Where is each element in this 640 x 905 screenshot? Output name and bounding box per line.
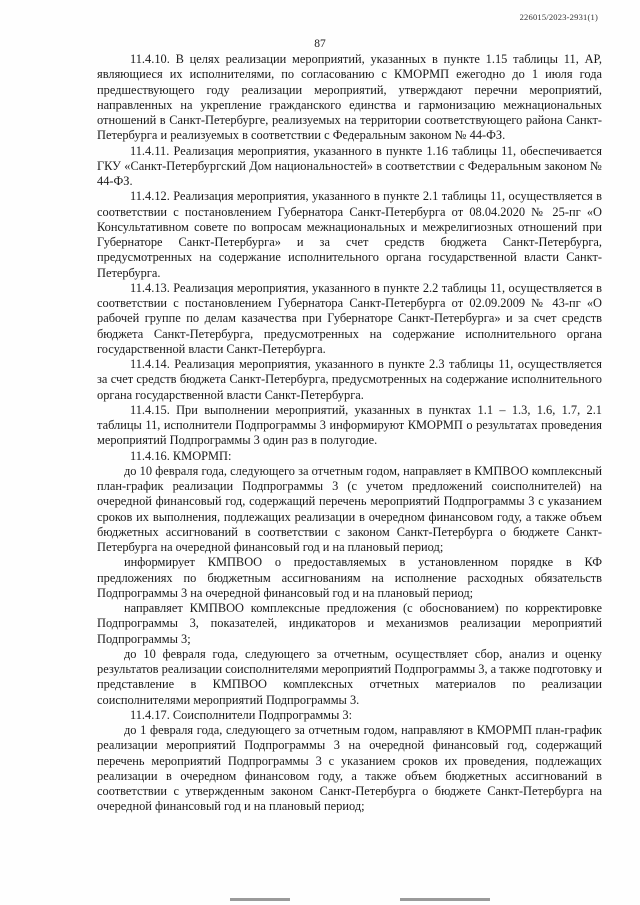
list-item: направляет КМПВОО комплексные предложения (с обоснованием) по корректировке Подпрограммы 3, показателей, индикаторов и механизмов реализации мероприятий Подпрограммы 3; xyxy=(97,601,602,646)
paragraph-11-4-10: 11.4.10. В целях реализации мероприятий, указанных в пункте 1.15 таблицы 11, АР, являющиеся их исполнителями, по согласованию с КМОРМП ежегодно до 1 июля года предшествующего году реализации мероприятий, утверждают перечни мероприятий, направленных на укрепление гражданского единства и гармонизацию межнациональных отношений в Санкт-Петербурге, реализуемых на территории соответствующего района Санкт-Петербурга и реализуемых в соответствии с Федеральным законом № 44-ФЗ. xyxy=(97,52,602,143)
paragraph-11-4-17-heading: 11.4.17. Соисполнители Подпрограммы 3: xyxy=(130,707,353,722)
list-item: информирует КМПВОО о предоставляемых в установленном порядке в КФ предложениях по бюджетным ассигнованиям на исполнение расходных обязательств Подпрограммы 3 на очередной финансовый год и на плановый период; xyxy=(97,555,602,600)
paragraph-11-4-16-heading: 11.4.16. КМОРМП: xyxy=(130,448,232,463)
document-body xyxy=(97,52,602,815)
paragraph-11-4-11: 11.4.11. Реализация мероприятия, указанного в пункте 1.16 таблицы 11, обеспечивается ГКУ «Санкт-Петербургский Дом национальностей» в соответствии с Федеральным законом № 44-ФЗ. xyxy=(97,143,602,188)
paragraph-11-4-12: 11.4.12. Реализация мероприятия, указанного в пункте 2.1 таблицы 11, осуществляется в соответствии с постановлением Губернатора Санкт-Петербурга от 08.04.2020 № 25-пг «О Консультативном совете по вопросам межнациональных и межрелигиозных отношений при Губернаторе Санкт-Петербурга» и за счет средств бюджета Санкт-Петербурга, предусмотренных на содержание исполнительного органа государственной власти Санкт-Петербурга. xyxy=(97,189,602,280)
page-number: 87 xyxy=(314,38,326,50)
list-item: до 10 февраля года, следующего за отчетным, осуществляет сбор, анализ и оценку результатов реализации соисполнителями мероприятий Подпрограммы 3, а также подготовку и представление в КМПВОО комплексных отчетных материалов по реализации соисполнителями мероприятий Подпрограммы 3. xyxy=(97,646,602,707)
paragraph-11-4-14: 11.4.14. Реализация мероприятия, указанного в пункте 2.3 таблицы 11, осуществляется за счет средств бюджета Санкт-Петербурга, предусмотренных на содержание исполнительного органа государственной власти Санкт-Петербурга. xyxy=(97,357,602,402)
document-id: 226015/2023-2931(1) xyxy=(519,12,598,22)
paragraph-11-4-15: 11.4.15. При выполнении мероприятий, указанных в пунктах 1.1 – 1.3, 1.6, 1.7, 2.1 таблицы 11, исполнители Подпрограммы 3 информируют КМОРМП о результатах проведения мероприятий Подпрограммы 3 один раз в полугодие. xyxy=(97,402,602,448)
list-item: до 10 февраля года, следующего за отчетным годом, направляет в КМПВОО комплексный план-график реализации Подпрограммы 3 (с учетом предложений соисполнителей) на очередной финансовый год, содержащий перечень мероприятий Подпрограммы 3 с указанием сроков их выполнения, подлежащих реализации в очередном финансовом году, а также объем бюджетных ассигнований в соответствии с законом Санкт-Петербурга о бюджете Санкт-Петербурга на очередной финансовый год и на плановый период; xyxy=(97,463,602,554)
paragraph-11-4-13: 11.4.13. Реализация мероприятия, указанного в пункте 2.2 таблицы 11, осуществляется в соответствии с постановлением Губернатора Санкт-Петербурга от 02.09.2009 № 43-пг «О рабочей группе по делам казачества при Губернаторе Санкт-Петербурга» и за счет средств бюджета Санкт-Петербурга, предусмотренных на содержание исполнительного органа государственной власти Санкт-Петербурга. xyxy=(97,280,602,356)
footer-scan-mark xyxy=(400,898,490,901)
footer-scan-mark xyxy=(230,898,290,901)
list-item: до 1 февраля года, следующего за отчетным годом, направляют в КМОРМП план-график реализации мероприятий Подпрограммы 3 на очередной финансовый год, содержащий перечень мероприятий Подпрограммы 3 с указанием сроков их проведения, подлежащих реализации в очередном финансовом году, а также объем бюджетных ассигнований в соответствии с утвержденным законом Санкт-Петербурга о бюджете Санкт-Петербурга на очередной финансовый год и на плановый период; xyxy=(97,723,602,814)
